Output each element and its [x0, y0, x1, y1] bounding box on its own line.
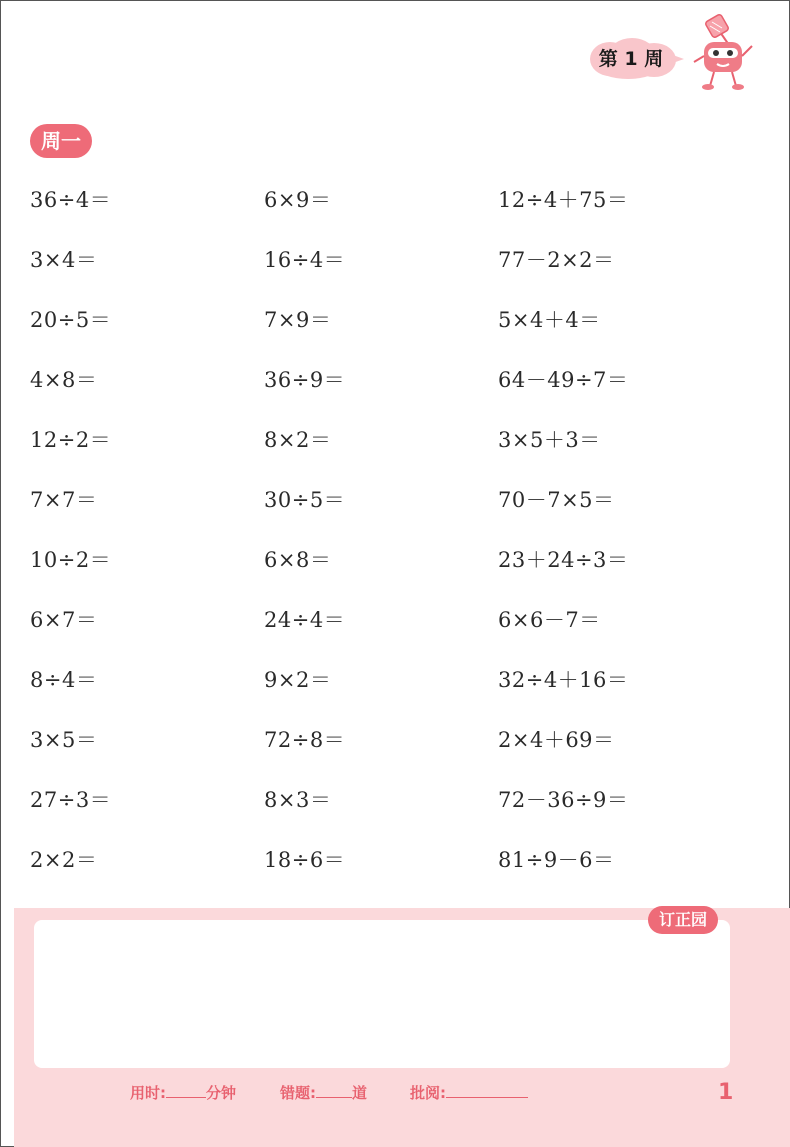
review-field [410, 1082, 528, 1103]
problem-c2-r10: 72÷8＝ [264, 728, 346, 752]
review-label: 批阅: [410, 1084, 446, 1102]
problem-c3-r2: 77－2×2＝ [498, 248, 615, 272]
week-label: 第 1 周 [598, 48, 664, 70]
problem-c1-r1: 36÷4＝ [30, 188, 112, 212]
problem-c3-r10: 2×4＋69＝ [498, 728, 615, 752]
problem-c3-r8: 6×6－7＝ [498, 608, 601, 632]
problem-c3-r4: 64－49÷7＝ [498, 368, 629, 392]
problem-c1-r10: 3×5＝ [30, 728, 98, 752]
problem-c2-r9: 9×2＝ [264, 668, 332, 692]
problem-c3-r3: 5×4＋4＝ [498, 308, 601, 332]
correction-badge: 订正园 [648, 906, 718, 934]
problem-c2-r2: 16÷4＝ [264, 248, 346, 272]
problem-c1-r4: 4×8＝ [30, 368, 98, 392]
problem-c1-r11: 27÷3＝ [30, 788, 112, 812]
time-field [130, 1082, 236, 1103]
day-badge: 周一 [30, 124, 92, 158]
time-blank[interactable] [166, 1083, 206, 1098]
correction-writing-area[interactable] [34, 920, 730, 1068]
problem-c3-r7: 23＋24÷3＝ [498, 548, 629, 572]
time-unit: 分钟 [206, 1084, 237, 1102]
problem-c1-r9: 8÷4＝ [30, 668, 98, 692]
problem-c2-r7: 6×8＝ [264, 548, 332, 572]
problem-c1-r6: 7×7＝ [30, 488, 98, 512]
problem-c1-r3: 20÷5＝ [30, 308, 112, 332]
problem-c3-r5: 3×5＋3＝ [498, 428, 601, 452]
problem-c2-r1: 6×9＝ [264, 188, 332, 212]
problem-c2-r6: 30÷5＝ [264, 488, 346, 512]
problem-c3-r6: 70－7×5＝ [498, 488, 615, 512]
errors-label: 错题: [280, 1084, 316, 1102]
problem-c2-r8: 24÷4＝ [264, 608, 346, 632]
problem-c1-r5: 12÷2＝ [30, 428, 112, 452]
week-bubble [588, 38, 684, 80]
problem-c3-r12: 81÷9－6＝ [498, 848, 615, 872]
problem-c2-r5: 8×2＝ [264, 428, 332, 452]
errors-blank[interactable] [316, 1083, 352, 1098]
problem-c3-r1: 12÷4＋75＝ [498, 188, 629, 212]
errors-field [280, 1082, 367, 1103]
time-label: 用时: [130, 1084, 166, 1102]
problem-c2-r11: 8×3＝ [264, 788, 332, 812]
problem-c1-r8: 6×7＝ [30, 608, 98, 632]
problem-c1-r12: 2×2＝ [30, 848, 98, 872]
problem-c2-r4: 36÷9＝ [264, 368, 346, 392]
problem-c2-r12: 18÷6＝ [264, 848, 346, 872]
problem-c3-r11: 72－36÷9＝ [498, 788, 629, 812]
problem-c3-r9: 32÷4＋16＝ [498, 668, 629, 692]
errors-unit: 道 [352, 1084, 368, 1102]
problem-c2-r3: 7×9＝ [264, 308, 332, 332]
problem-c1-r2: 3×4＝ [30, 248, 98, 272]
review-blank[interactable] [446, 1083, 528, 1098]
page-number: 1 [718, 1080, 734, 1105]
mascot-icon [690, 14, 760, 92]
problem-c1-r7: 10÷2＝ [30, 548, 112, 572]
